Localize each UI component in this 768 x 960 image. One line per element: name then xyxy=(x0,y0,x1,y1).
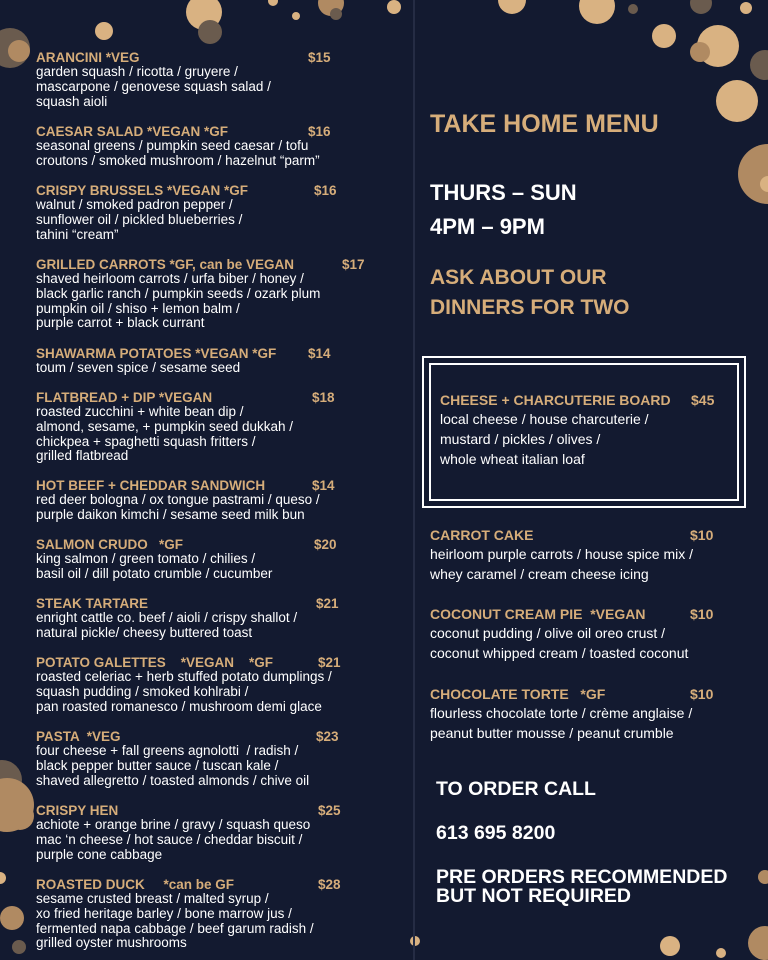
phone-number[interactable]: 613 695 8200 xyxy=(436,822,556,844)
menu-item-potato-galettes xyxy=(36,655,406,714)
item-desc-line: purple daikon kimchi / sesame seed milk bun xyxy=(36,506,305,522)
preorder-line: PRE ORDERS RECOMMENDED xyxy=(436,866,728,888)
menu-item-shawarma-potatoes xyxy=(36,346,406,376)
ask-line: ASK ABOUT OUR xyxy=(430,266,607,289)
item-name: CAESAR SALAD *VEGAN *GF xyxy=(36,124,229,139)
item-desc-line: coconut whipped cream / toasted coconut xyxy=(430,645,689,661)
item-name: COCONUT CREAM PIE *VEGAN xyxy=(430,606,646,622)
item-price: $10 xyxy=(690,686,714,702)
item-price: $16 xyxy=(314,183,337,198)
item-name: ARANCINI *VEG xyxy=(36,50,140,65)
item-price: $10 xyxy=(690,527,714,543)
item-desc-line: chickpea + spaghetti squash fritters / xyxy=(36,433,256,449)
item-name: HOT BEEF + CHEDDAR SANDWICH xyxy=(36,478,266,493)
item-name: CHOCOLATE TORTE *GF xyxy=(430,686,606,702)
item-desc-line: shaved heirloom carrots / urfa biber / honey / xyxy=(36,271,304,286)
item-desc-line: basil oil / dill potato crumble / cucumber xyxy=(36,565,273,581)
item-desc-line: sunflower oil / pickled blueberries / xyxy=(36,211,243,227)
item-desc-line: natural pickle/ cheesy buttered toast xyxy=(36,624,253,640)
item-desc-line: pumpkin oil / shiso + lemon balm / xyxy=(36,300,240,316)
item-name: STEAK TARTARE xyxy=(36,596,148,611)
item-desc-line: toum / seven spice / sesame seed xyxy=(36,360,241,375)
item-desc-line: peanut butter mousse / peanut crumble xyxy=(430,725,674,741)
item-desc-line: squash aioli xyxy=(36,93,108,109)
item-name: GRILLED CARROTS *GF, can be VEGAN xyxy=(36,257,295,272)
item-desc-line: grilled oyster mushrooms xyxy=(36,935,187,951)
menu-item-carrot-cake xyxy=(430,526,760,584)
menu-item-crispy-brussels xyxy=(36,183,406,242)
item-desc-line: red deer bologna / ox tongue pastrami / queso / xyxy=(36,492,320,507)
menu-item-chocolate-torte xyxy=(430,685,760,743)
item-desc-line: garden squash / ricotta / gruyere / xyxy=(36,64,238,79)
item-desc-line: enright cattle co. beef / aioli / crispy shallot / xyxy=(36,610,298,625)
item-price: $14 xyxy=(308,346,331,361)
menu-item-flatbread-dip xyxy=(36,390,406,464)
item-name: SALMON CRUDO *GF xyxy=(36,537,183,552)
item-desc-line: coconut pudding / olive oil oreo crust / xyxy=(430,625,666,641)
item-desc-line: king salmon / green tomato / chilies / xyxy=(36,551,256,566)
item-name: CRISPY HEN xyxy=(36,803,119,818)
item-name: FLATBREAD + DIP *VEGAN xyxy=(36,390,213,405)
item-price: $17 xyxy=(342,257,365,272)
item-desc-line: heirloom purple carrots / house spice mix / xyxy=(430,546,693,562)
item-desc-line: mascarpone / genovese squash salad / xyxy=(36,78,271,94)
item-desc-line: seasonal greens / pumpkin seed caesar / tofu xyxy=(36,138,309,153)
item-price: $14 xyxy=(312,478,335,493)
days-text: THURS – SUN xyxy=(430,180,577,205)
item-price: $45 xyxy=(691,392,715,408)
menu-item-salmon-crudo xyxy=(36,537,406,582)
item-desc-line: black garlic ranch / pumpkin seeds / ozark plum xyxy=(36,285,321,301)
item-name: CRISPY BRUSSELS *VEGAN *GF xyxy=(36,183,249,198)
item-desc-line: whey caramel / cream cheese icing xyxy=(430,566,649,582)
item-price: $23 xyxy=(316,729,339,744)
item-price: $16 xyxy=(308,124,331,139)
item-desc-line: almond, sesame, + pumpkin seed dukkah / xyxy=(36,418,294,434)
item-desc-line: purple cone cabbage xyxy=(36,846,163,862)
menu-item-grilled-carrots xyxy=(36,257,406,331)
item-price: $20 xyxy=(314,537,337,552)
hours-text: 4PM – 9PM xyxy=(430,214,545,239)
item-desc-line: mustard / pickles / olives / xyxy=(440,431,601,447)
item-price: $15 xyxy=(308,50,331,65)
item-desc-line: tahini “cream” xyxy=(36,226,119,242)
item-price: $21 xyxy=(318,655,341,670)
item-price: $21 xyxy=(316,596,339,611)
item-desc-line: pan roasted romanesco / mushroom demi glace xyxy=(36,698,322,714)
to-order-call-heading: TO ORDER CALL xyxy=(436,778,596,800)
item-desc-line: squash pudding / smoked kohlrabi / xyxy=(36,683,249,699)
item-desc-line: local cheese / house charcuterie / xyxy=(440,411,649,427)
item-desc-line: fermented napa cabbage / beef garum radish / xyxy=(36,920,314,936)
item-price: $25 xyxy=(318,803,341,818)
item-desc-line: whole wheat italian loaf xyxy=(440,451,585,467)
item-desc-line: grilled flatbread xyxy=(36,448,129,464)
menu-item-arancini xyxy=(36,50,406,109)
item-name: CARROT CAKE xyxy=(430,527,534,543)
ask-about-dinners xyxy=(430,263,630,323)
item-desc-line: roasted zucchini + white bean dip / xyxy=(36,404,244,419)
item-name: PASTA *VEG xyxy=(36,729,121,744)
item-desc-line: achiote + orange brine / gravy / squash queso xyxy=(36,817,311,832)
item-desc-line: roasted celeriac + herb stuffed potato dumplings / xyxy=(36,669,332,684)
item-desc-line: croutons / smoked mushroom / hazelnut “parm” xyxy=(36,152,320,168)
preorder-line: BUT NOT REQUIRED xyxy=(436,885,631,907)
item-name: CHEESE + CHARCUTERIE BOARD xyxy=(440,392,671,408)
menu-item-pasta xyxy=(36,729,406,788)
item-desc-line: purple carrot + black currant xyxy=(36,315,205,331)
item-name: POTATO GALETTES *VEGAN *GF xyxy=(36,655,274,670)
menu-item-steak-tartare xyxy=(36,596,406,641)
menu-item-crispy-hen xyxy=(36,803,406,862)
column-divider xyxy=(413,0,415,960)
menu-item-roasted-duck xyxy=(36,877,406,951)
menu-item-hot-beef-sandwich xyxy=(36,478,406,523)
item-name: SHAWARMA POTATOES *VEGAN *GF xyxy=(36,346,277,361)
item-desc-line: flourless chocolate torte / crème anglaise / xyxy=(430,705,693,721)
item-desc-line: mac ‘n cheese / hot sauce / cheddar biscuit / xyxy=(36,831,303,847)
item-desc-line: four cheese + fall greens agnolotti / radish / xyxy=(36,743,299,758)
menu-item-caesar-salad xyxy=(36,124,406,169)
menu-item-cheese-charcuterie-board xyxy=(440,391,740,469)
item-desc-line: shaved allegretto / toasted almonds / chive oil xyxy=(36,772,310,788)
item-name: ROASTED DUCK *can be GF xyxy=(36,877,235,892)
item-desc-line: sesame crusted breast / malted syrup / xyxy=(36,891,269,906)
item-price: $10 xyxy=(690,606,714,622)
menu-item-coconut-cream-pie xyxy=(430,605,760,663)
item-desc-line: xo fried heritage barley / bone marrow jus / xyxy=(36,905,292,921)
item-desc-line: black pepper butter sauce / tuscan kale / xyxy=(36,757,279,773)
item-desc-line: walnut / smoked padron pepper / xyxy=(36,197,233,212)
item-price: $18 xyxy=(312,390,335,405)
item-price: $28 xyxy=(318,877,341,892)
take-home-menu-title: TAKE HOME MENU xyxy=(430,110,659,138)
ask-line: DINNERS FOR TWO xyxy=(430,296,630,319)
